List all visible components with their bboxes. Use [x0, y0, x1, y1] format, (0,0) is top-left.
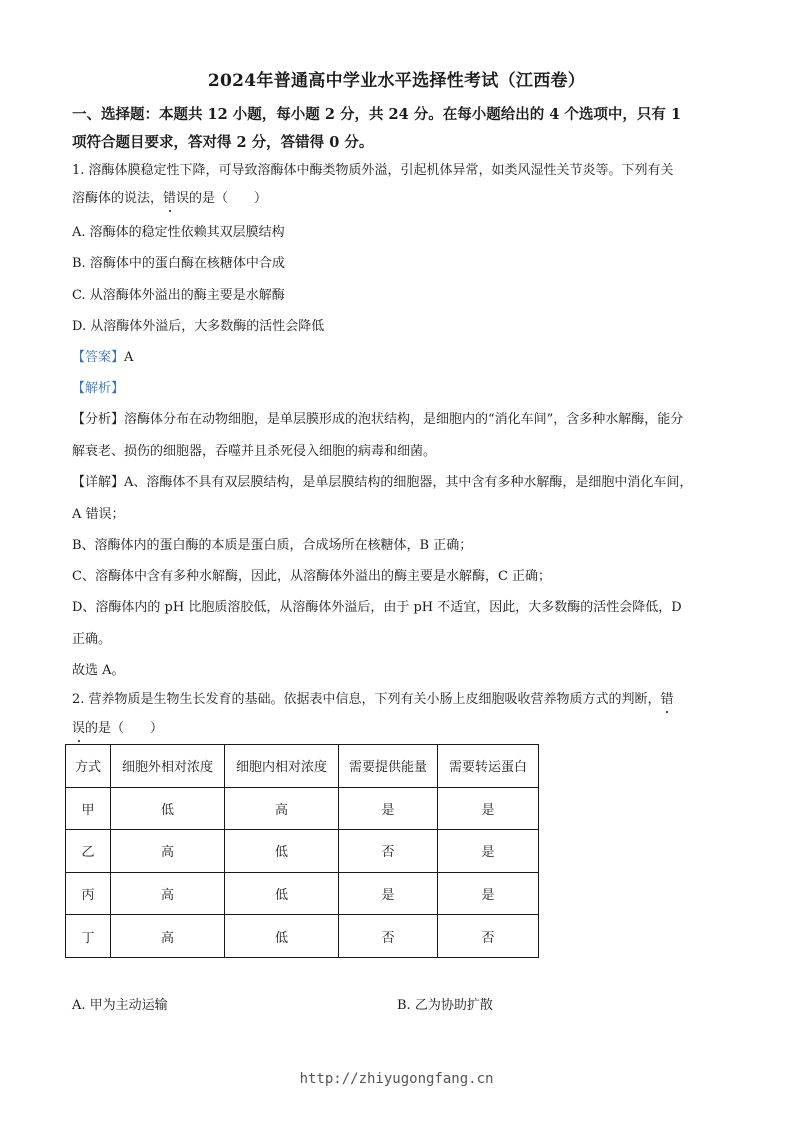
fenxi-tag: 【分析】 — [72, 412, 125, 427]
q1-xiangjie-line-2: A 错误； — [72, 507, 125, 522]
table-row — [66, 872, 539, 915]
q1-stem-line-1: 1. 溶酶体膜稳定性下降，可导致溶酶体中酶类物质外溢，引起机体异常，如类风湿性关节炎等。下列有关 — [72, 163, 674, 178]
fenxi-text-1: 溶酶体分布在动物细胞，是单层膜形成的泡状结构，是细胞内的“消化车间”，含多种水解酶，能分 — [124, 412, 684, 427]
table-cell: 高 — [111, 915, 225, 958]
q1-xiangjie-line-3: B、溶酶体内的蛋白酶的本质是蛋白质，合成场所在核糖体，B 正确； — [72, 538, 473, 553]
q1-answer — [72, 346, 133, 365]
table-header-row — [66, 745, 539, 788]
table-cell: 是 — [438, 787, 539, 830]
table-cell: 低 — [225, 830, 339, 873]
table-header-cell: 细胞内相对浓度 — [225, 745, 339, 788]
page-title: 2024年普通高中学业水平选择性考试（江西卷） — [207, 71, 586, 91]
q2-option-a: A. 甲为主动运输 — [72, 998, 168, 1013]
q1-option-b: B. 溶酶体中的蛋白酶在核糖体中合成 — [72, 256, 285, 271]
table-cell: 乙 — [66, 830, 111, 873]
q1-xiangjie-line-4: C、溶酶体中含有多种水解酶，因此，从溶酶体外溢出的酶主要是水解酶，C 正确； — [72, 569, 552, 584]
table-header-cell: 方式 — [66, 745, 111, 788]
table-cell: 否 — [339, 830, 438, 873]
table-cell: 是 — [339, 787, 438, 830]
table-row — [66, 787, 539, 830]
q1-fenxi-line-1 — [72, 408, 683, 427]
q1-emphasis-char: 错 — [163, 191, 177, 206]
table-cell: 高 — [111, 872, 225, 915]
table-cell: 否 — [339, 915, 438, 958]
q2-stem-suffix: 的是（ ） — [85, 721, 164, 736]
q1-option-a: A. 溶酶体的稳定性依赖其双层膜结构 — [72, 225, 285, 240]
section-header-line-1: 一、选择题：本题共 12 小题，每小题 2 分，共 24 分。在每小题给出的 4 个选项中，只有 1 — [72, 106, 682, 123]
q2-stem-line-1 — [72, 688, 674, 707]
q2-emphasis-char-2: 误 — [72, 721, 86, 736]
table-cell: 丁 — [66, 915, 111, 958]
table-cell: 高 — [225, 787, 339, 830]
q1-option-d: D. 从溶酶体外溢后，大多数酶的活性会降低 — [72, 319, 325, 334]
table-cell: 丙 — [66, 872, 111, 915]
table-header-cell: 需要提供能量 — [339, 745, 438, 788]
table-cell: 甲 — [66, 787, 111, 830]
q2-stem-line-2 — [72, 717, 163, 736]
q2-stem-text: 2. 营养物质是生物生长发育的基础。依据表中信息，下列有关小肠上皮细胞吸收营养物质方式的判断， — [72, 692, 661, 707]
table-cell: 低 — [111, 787, 225, 830]
xiangjie-text-1: A、溶酶体不具有双层膜结构，是单层膜结构的细胞器，其中含有多种水解酶，是细胞中消化车间， — [124, 475, 693, 490]
q1-fenxi-line-2: 解衰老、损伤的细胞器，吞噬并且杀死侵入细胞的病毒和细菌。 — [72, 444, 437, 459]
q1-stem-prefix: 溶酶体的说法， — [72, 191, 164, 206]
xiangjie-tag: 【详解】 — [72, 475, 125, 490]
q1-xiangjie-line-6: 正确。 — [72, 632, 112, 647]
q2-option-b: B. 乙为协助扩散 — [397, 998, 493, 1013]
table-cell: 是 — [438, 830, 539, 873]
q2-emphasis-char-1: 错 — [660, 692, 674, 707]
table-cell: 是 — [339, 872, 438, 915]
table-cell: 低 — [225, 915, 339, 958]
q1-xiangjie-line-5: D、溶酶体内的 pH 比胞质溶胶低，从溶酶体外溢后，由于 pH 不适宜，因此，大多数酶的活性会降低，D — [72, 600, 682, 615]
analysis-tag: 【解析】 — [72, 381, 125, 396]
table-header-cell: 需要转运蛋白 — [438, 745, 539, 788]
q1-xiangjie-line-1 — [72, 471, 692, 490]
table-cell: 高 — [111, 830, 225, 873]
answer-value: A — [124, 350, 134, 365]
q1-stem-line-2 — [72, 187, 267, 206]
table-row — [66, 915, 539, 958]
table-header-cell: 细胞外相对浓度 — [111, 745, 225, 788]
table-cell: 低 — [225, 872, 339, 915]
q1-option-c: C. 从溶酶体外溢出的酶主要是水解酶 — [72, 288, 285, 303]
q1-stem-suffix: 误的是（ ） — [176, 191, 268, 206]
table-cell: 否 — [438, 915, 539, 958]
table-cell: 是 — [438, 872, 539, 915]
table-row — [66, 830, 539, 873]
footer-url[interactable]: http://zhiyugongfang.cn — [299, 1071, 494, 1087]
q1-conclusion: 故选 A。 — [72, 663, 125, 678]
transport-table — [65, 744, 539, 958]
section-header — [72, 101, 728, 157]
q1-analysis-tag — [72, 377, 124, 396]
answer-tag: 【答案】 — [72, 350, 125, 365]
section-header-line-2: 项符合题目要求，答对得 2 分，答错得 0 分。 — [72, 134, 374, 151]
